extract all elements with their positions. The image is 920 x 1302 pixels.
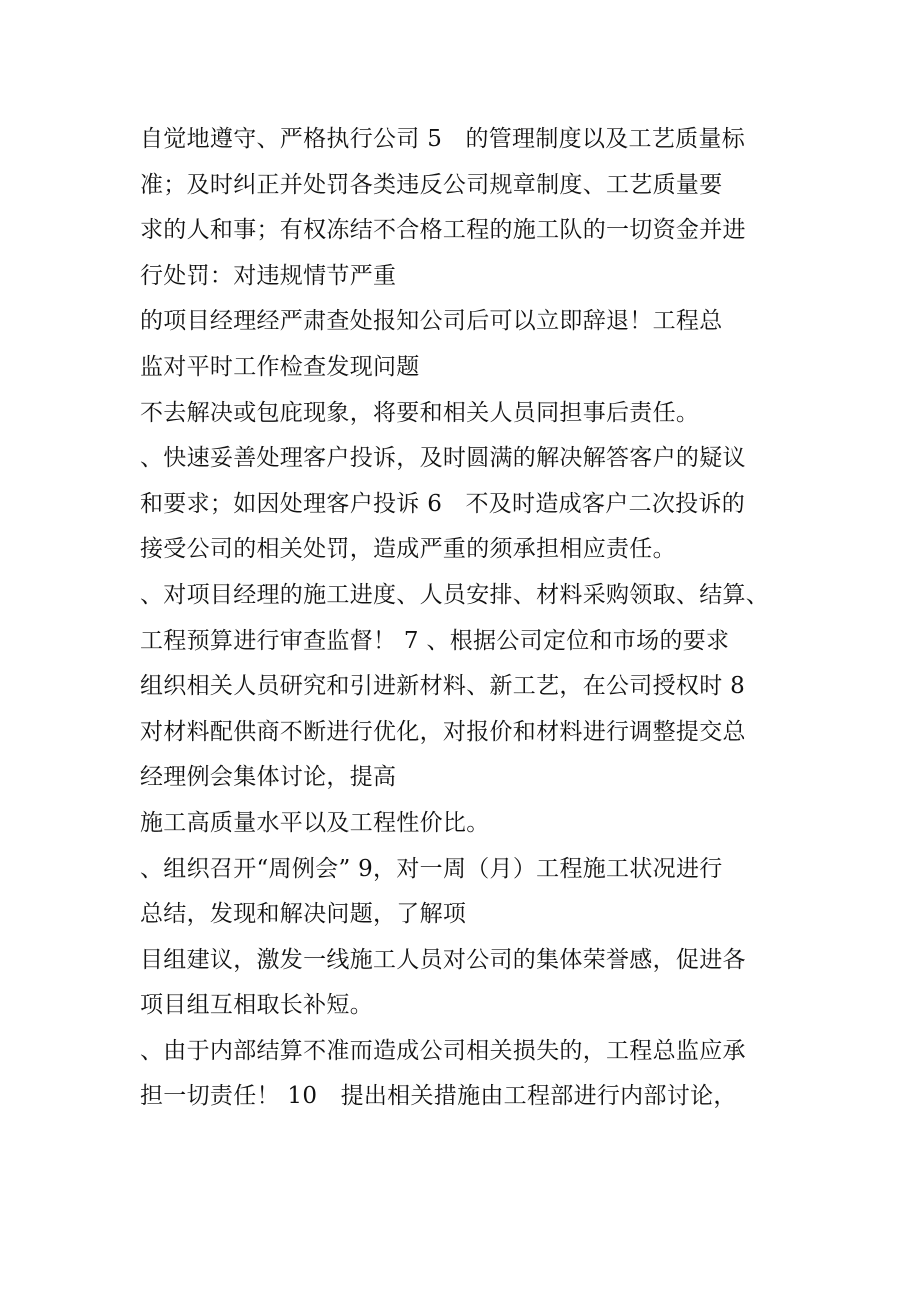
text-line: 项目组互相取长补短。 — [140, 992, 373, 1019]
text-line: 担一切责任！ 10 提出相关措施由工程部进行内部讨论， — [140, 1083, 737, 1110]
text-line: 、快速妥善处理客户投诉，及时圆满的解决解答客户的疑议 — [140, 445, 746, 472]
text-line: 求的人和事；有权冻结不合格工程的施工队的一切资金并进 — [140, 217, 746, 244]
text-line: 总结，发现和解决问题，了解项 — [140, 901, 467, 928]
text-line: 、由于内部结算不准而造成公司相关损失的，工程总监应承 — [140, 1037, 746, 1064]
text-line: 组织相关人员研究和引进新材料、新工艺，在公司授权时 8 — [140, 673, 746, 700]
text-line: 施工高质量水平以及工程性价比。 — [140, 809, 490, 836]
text-line: 经理例会集体讨论，提高 — [140, 764, 397, 791]
text-line: 、对项目经理的施工进度、人员安排、材料采购领取、结算、 — [140, 581, 770, 608]
body-text — [140, 117, 790, 1120]
text-line: 和要求；如因处理客户投诉 6 不及时造成客户二次投诉的 — [140, 490, 746, 517]
text-line: 对材料配供商不断进行优化，对报价和材料进行调整提交总 — [140, 718, 746, 745]
text-line: 的项目经理经严肃查处报知公司后可以立即辞退！工程总 — [140, 308, 723, 335]
text-line: 监对平时工作检查发现问题 — [140, 353, 420, 380]
text-line: 行处罚：对违规情节严重 — [140, 262, 397, 289]
text-line: 不去解决或包庇现象，将要和相关人员同担事后责任。 — [140, 399, 700, 426]
text-line: 工程预算进行审查监督！ 7 、根据公司定位和市场的要求 — [140, 627, 730, 654]
text-line: 自觉地遵守、严格执行公司 5 的管理制度以及工艺质量标 — [140, 126, 746, 152]
text-line: 目组建议，激发一线施工人员对公司的集体荣誉感，促进各 — [140, 946, 746, 973]
text-line: 接受公司的相关处罚，造成严重的须承担相应责任。 — [140, 536, 676, 563]
text-line: 准；及时纠正并处罚各类违反公司规章制度、工艺质量要 — [140, 171, 723, 198]
text-line: 、组织召开“周例会” 9，对一周（月）工程施工状况进行 — [140, 855, 723, 882]
